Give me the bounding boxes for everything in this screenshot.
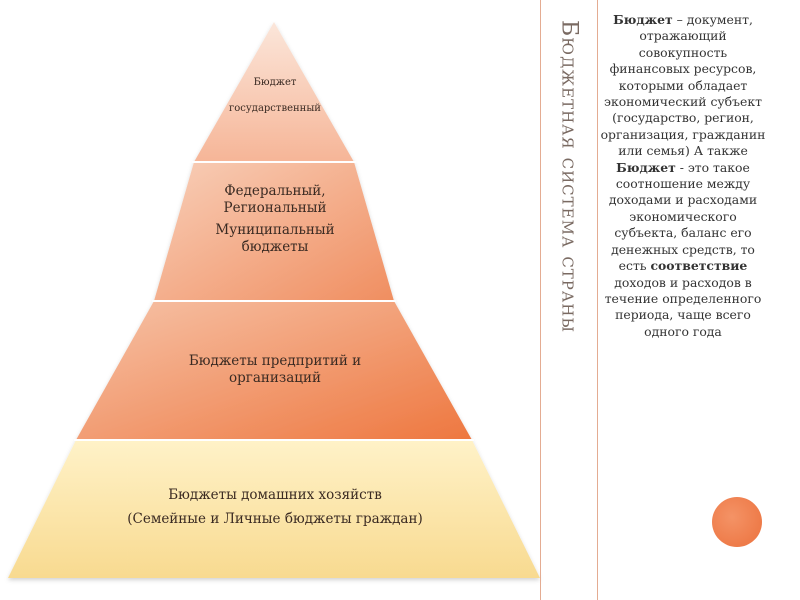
term-budget-2: Бюджет	[616, 159, 676, 175]
slide-title: Бюджетная система страны	[556, 20, 582, 334]
term-budget-1: Бюджет	[613, 12, 673, 27]
tier-top-label	[190, 76, 360, 116]
tier-enterprise-line1: Бюджеты предпритий и	[188, 353, 362, 369]
tier-household-line2: (Семейные и Личные бюджеты граждан)	[127, 511, 423, 527]
tier-top-line1: Бюджет	[253, 77, 297, 88]
tier-federal-line4: бюджеты	[241, 239, 309, 255]
tier-federal-line3: Муниципальный	[215, 222, 335, 238]
tier-federal-line2: Региональный	[223, 200, 327, 216]
description-text: Бюджет – документ, отражающий совокупность финансовых ресурсов, которыми обладает экономический субъект (государство, регион, организация, гражданин или семья) А также Бюджет - это такое соотношение между доходами и расходами экономического субъекта, баланс его денежных средств, то есть соответствие доходов и расходов в течение определенного периода, чаще всего одного года	[600, 12, 766, 339]
term-correspondence: соответствие	[650, 258, 748, 274]
tier-enterprise-label	[120, 353, 430, 387]
tier-top-line2: государственный	[229, 103, 321, 114]
tier-household-line1: Бюджеты домашних хозяйств	[168, 487, 382, 503]
tier-federal-line1: Федеральный,	[224, 183, 326, 199]
decorative-circle	[712, 497, 762, 547]
tier-federal-label	[160, 183, 390, 256]
tier-enterprise-line2: организаций	[229, 370, 321, 386]
tier-household-label	[40, 487, 510, 528]
